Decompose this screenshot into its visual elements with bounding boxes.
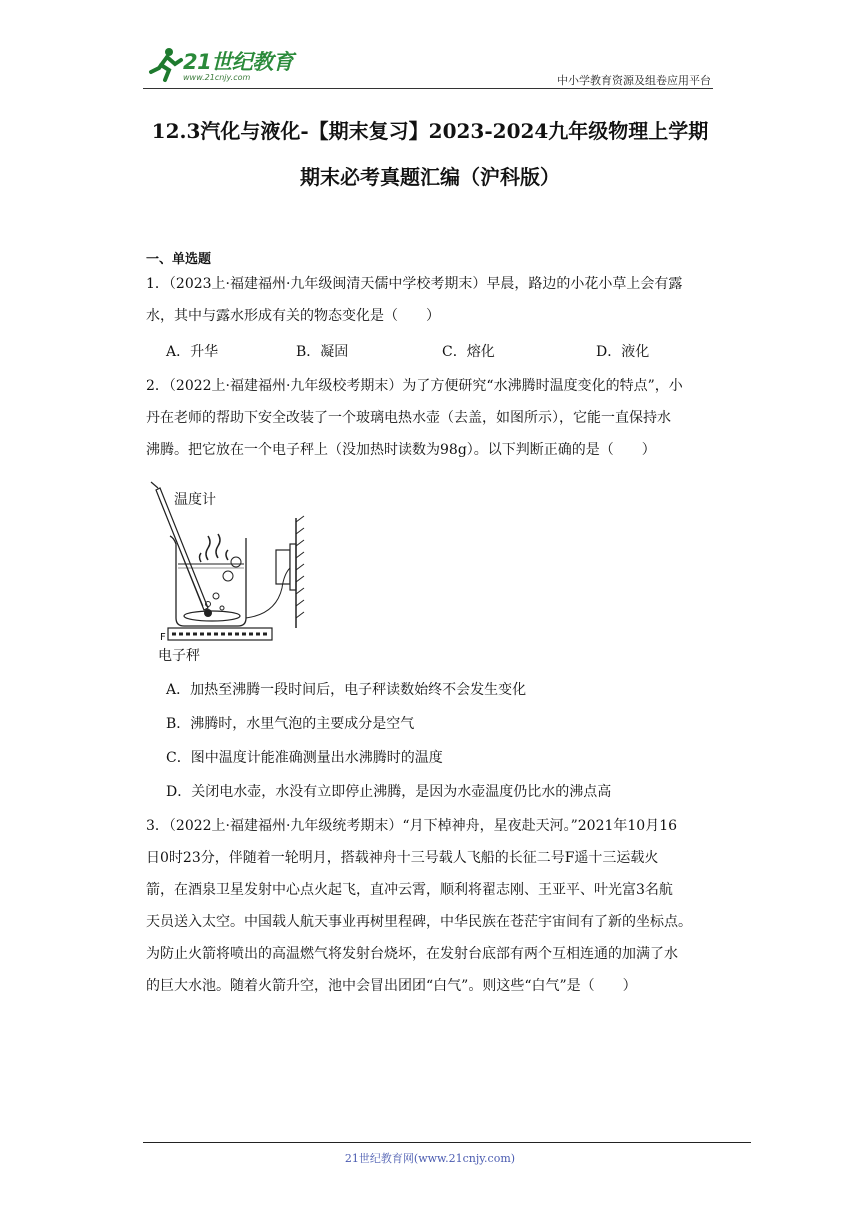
question-3-line: 日0时23分，伴随着一轮明月，搭载神舟十三号载人飞船的长征二号F遥十三运载火 xyxy=(146,850,659,866)
question-3-line: 箭，在酒泉卫星发射中心点火起飞，直冲云霄，顺利将翟志刚、王亚平、叶光富3名航 xyxy=(146,882,673,898)
question-2-line: 丹在老师的帮助下安全改装了一个玻璃电热水壶（去盖，如图所示），它能一直保持水 xyxy=(146,410,671,426)
question-3-line: 为防止火箭将喷出的高温燃气将发射台烧坏，在发射台底部有两个互相连通的加满了水 xyxy=(146,946,678,962)
logo-text: 21世纪教育 xyxy=(183,50,294,74)
question-3-line: 的巨大水池。随着火箭升空，池中会冒出团团“白气”。则这些“白气”是（ ） xyxy=(146,978,637,994)
platform-name: 中小学教育资源及组卷应用平台 xyxy=(557,74,711,87)
scale-label: 电子秤 xyxy=(158,648,200,664)
option-a: A．升华 xyxy=(166,344,219,360)
question-2-line: 沸腾。把它放在一个电子秤上（没加热时读数为98g）。以下判断正确的是（ ） xyxy=(146,442,656,458)
title-line-2: 期末必考真题汇编（沪科版） xyxy=(300,165,560,189)
footer-divider xyxy=(143,1142,751,1143)
electronic-scale-icon xyxy=(168,628,272,640)
thermometer-label: 温度计 xyxy=(174,492,216,508)
option-c: C．图中温度计能准确测量出水沸腾时的温度 xyxy=(166,750,443,766)
option-d: D．关闭电水壶，水没有立即停止沸腾，是因为水壶温度仍比水的沸点高 xyxy=(166,784,612,800)
option-b: B．凝固 xyxy=(296,344,349,360)
question-3-line: 3．（2022上·福建福州·九年级统考期末）“月下棹神舟，星夜赴天河。”2021年10月16 xyxy=(146,818,678,834)
page-title xyxy=(143,108,717,200)
page-header xyxy=(143,38,713,90)
boiling-kettle-figure xyxy=(146,478,326,664)
question-1-stem xyxy=(146,268,716,332)
section-heading: 一、单选题 xyxy=(146,252,212,267)
question-3-stem xyxy=(146,810,716,1002)
question-1-line: 1．（2023上·福建福州·九年级闽清天儒中学校考期末）早晨，路边的小花小草上会有露 xyxy=(146,276,683,292)
option-d: D．液化 xyxy=(596,344,650,360)
question-1-options xyxy=(166,336,726,368)
footer-link[interactable]: 21世纪教育网(www.21cnjy.com) xyxy=(344,1152,516,1165)
question-2-stem xyxy=(146,370,716,466)
option-b: B．沸腾时，水里气泡的主要成分是空气 xyxy=(166,716,415,732)
question-1-line: 水，其中与露水形成有关的物态变化是（ ） xyxy=(146,308,440,324)
logo-url: www.21cnjy.com xyxy=(183,73,251,82)
question-2-line: 2．（2022上·福建福州·九年级校考期末）为了方便研究“水沸腾时温度变化的特点”，小 xyxy=(146,378,683,394)
runner-icon xyxy=(145,44,185,84)
site-logo xyxy=(143,40,313,88)
option-a: A．加热至沸腾一段时间后，电子秤读数始终不会发生变化 xyxy=(166,682,527,698)
question-3-line: 天员送入太空。中国载人航天事业再树里程碑，中华民族在苍茫宇宙间有了新的坐标点。 xyxy=(146,914,692,930)
force-label: F xyxy=(160,632,166,643)
wall-socket-icon xyxy=(276,516,304,628)
title-line-1: 12.3汽化与液化-【期末复习】2023-2024九年级物理上学期 xyxy=(151,119,709,143)
option-c: C．熔化 xyxy=(442,344,495,360)
header-divider xyxy=(143,88,713,89)
